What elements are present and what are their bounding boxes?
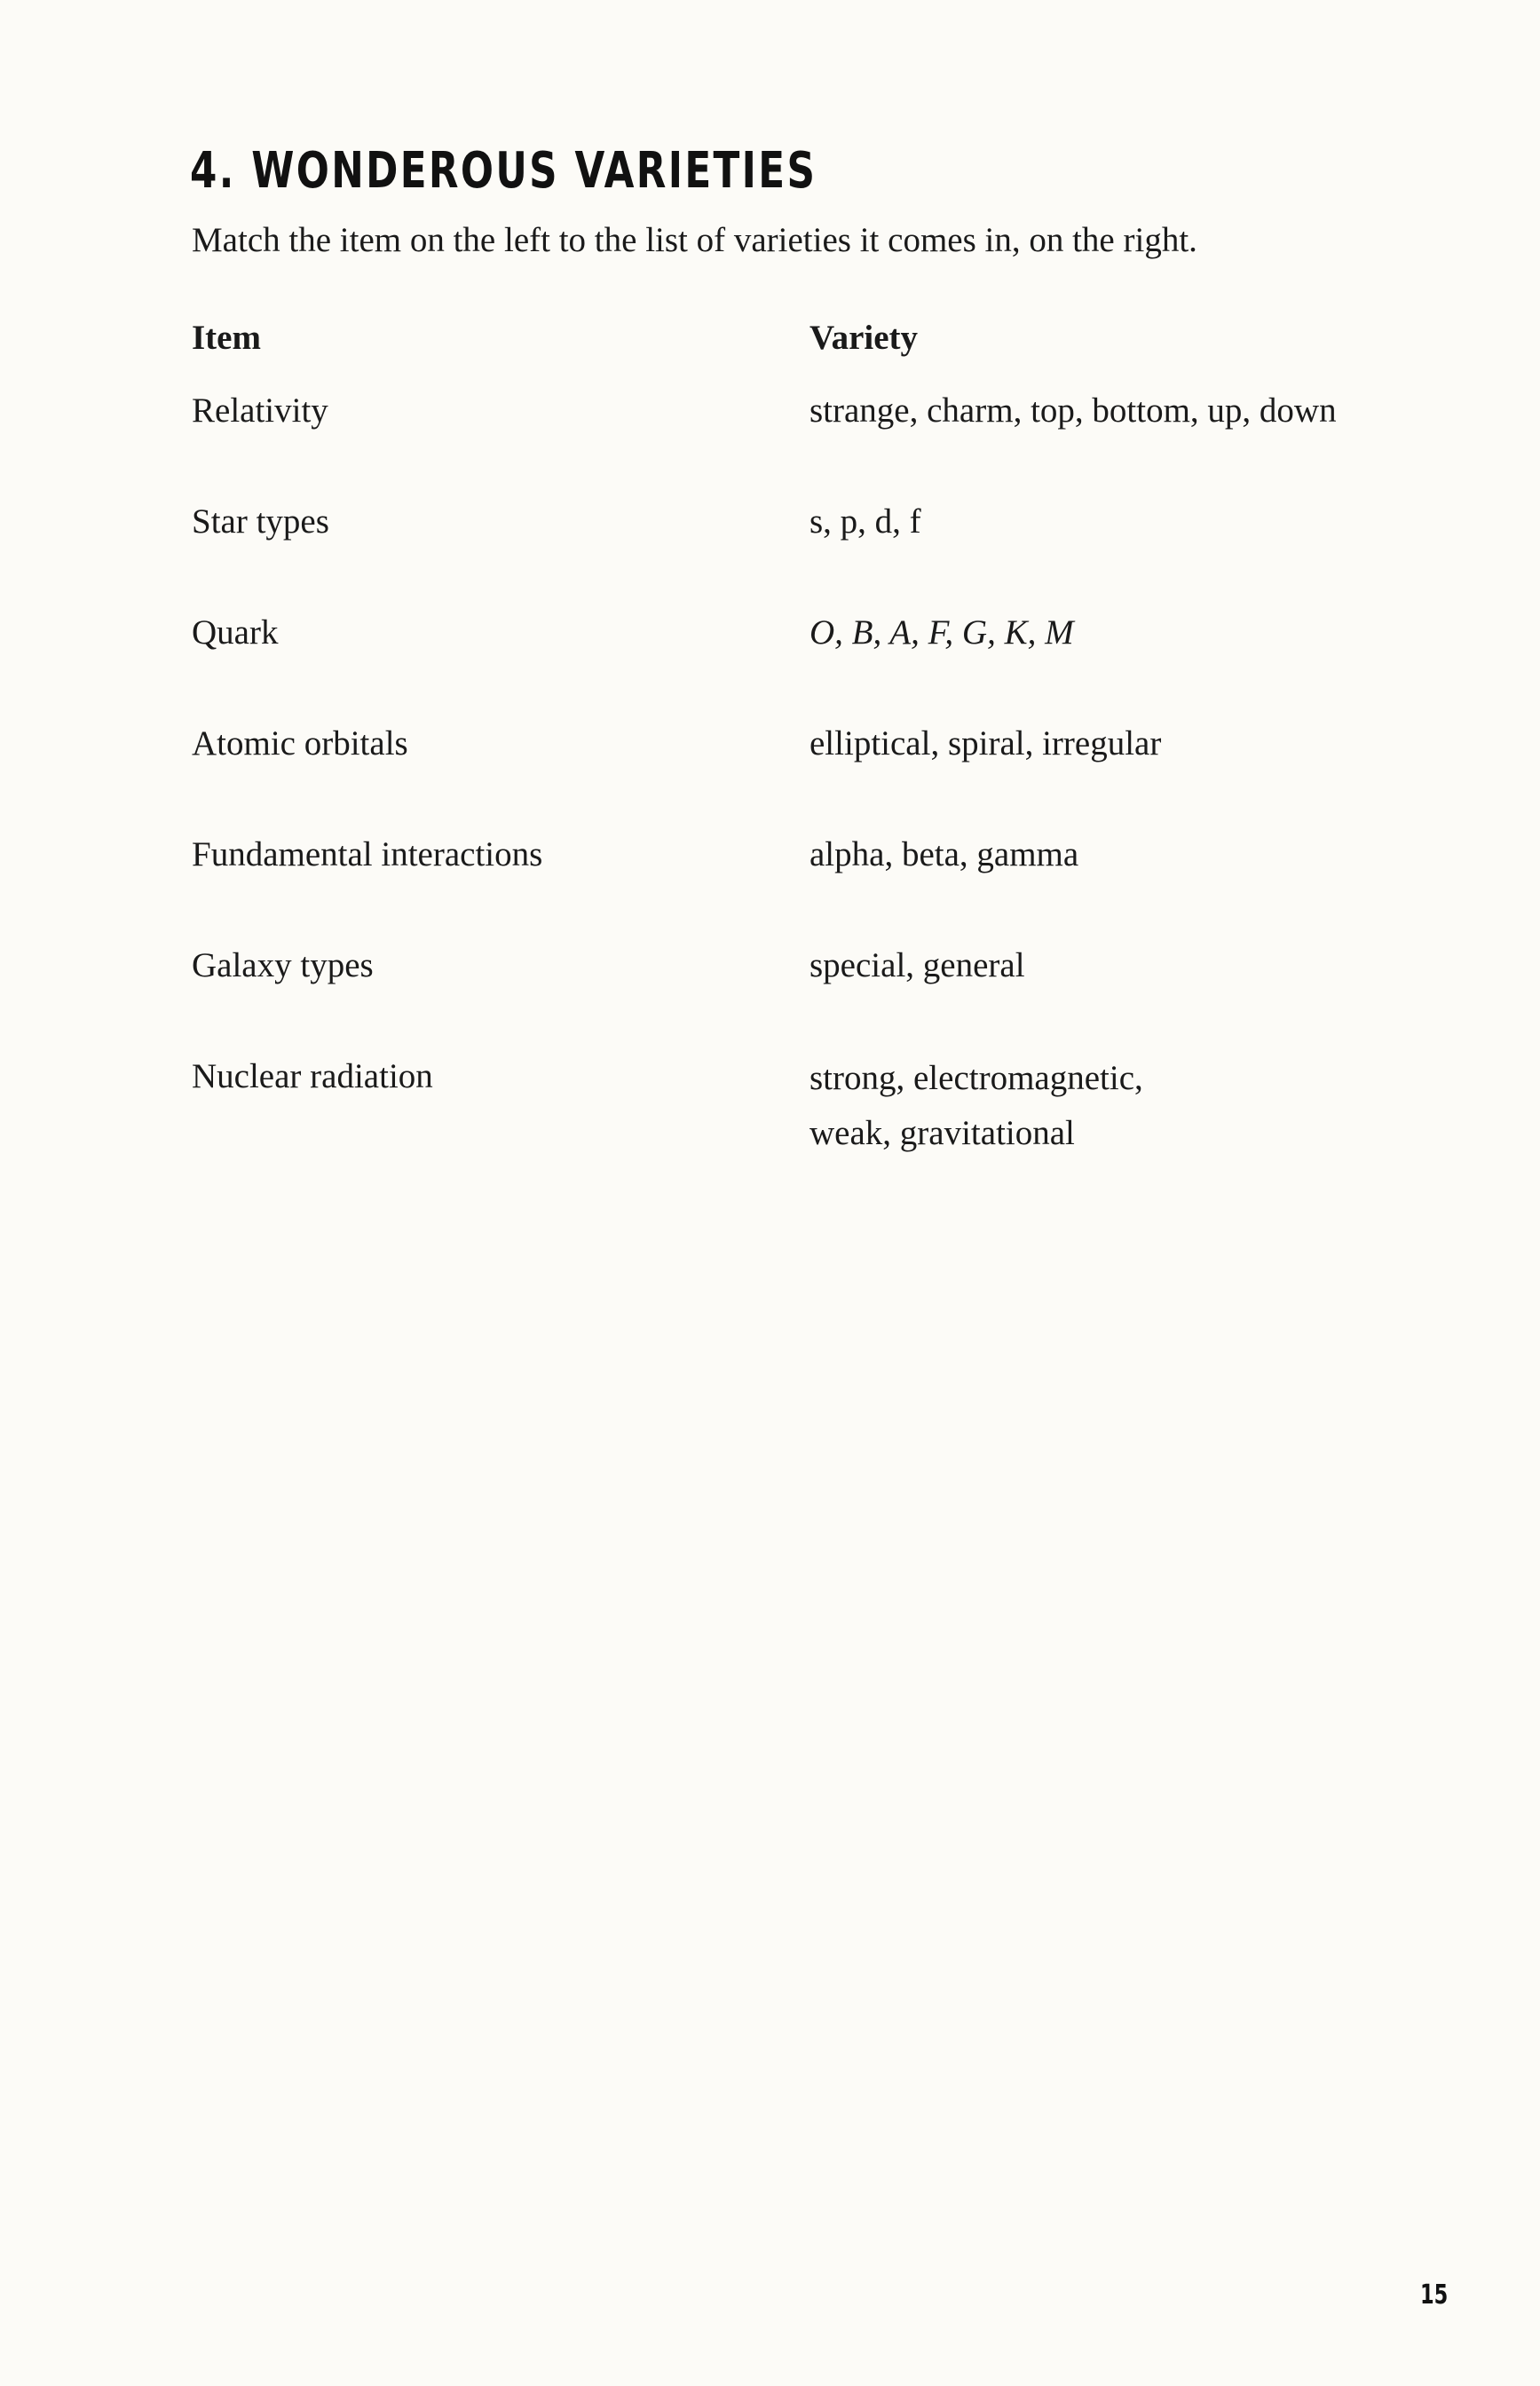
variety-cell: O, B, A, F, G, K, M xyxy=(809,613,1074,652)
variety-cell: s, p, d, f xyxy=(809,502,921,541)
variety-cell: weak, gravitational xyxy=(809,1114,1075,1152)
item-column-header: Item xyxy=(192,319,261,357)
item-cell: Star types xyxy=(192,502,329,541)
variety-column-header: Variety xyxy=(809,319,919,357)
page-title: 4. WONDEROUS VARIETIES xyxy=(190,142,817,200)
variety-cell: alpha, beta, gamma xyxy=(809,835,1079,873)
variety-cell: special, general xyxy=(809,946,1025,984)
item-cell: Nuclear radiation xyxy=(192,1057,433,1095)
variety-cell: strange, charm, top, bottom, up, down xyxy=(809,391,1337,430)
page-number: 15 xyxy=(1420,2279,1449,2311)
item-cell: Relativity xyxy=(192,391,328,430)
item-cell: Atomic orbitals xyxy=(192,724,408,762)
variety-cell: elliptical, spiral, irregular xyxy=(809,724,1162,762)
item-cell: Galaxy types xyxy=(192,946,374,984)
instructions: Match the item on the left to the list of varieties it comes in, on the right. xyxy=(192,221,1197,259)
variety-cell: strong, electromagnetic, xyxy=(809,1059,1143,1097)
item-cell: Quark xyxy=(192,613,279,652)
item-cell: Fundamental interactions xyxy=(192,835,543,873)
